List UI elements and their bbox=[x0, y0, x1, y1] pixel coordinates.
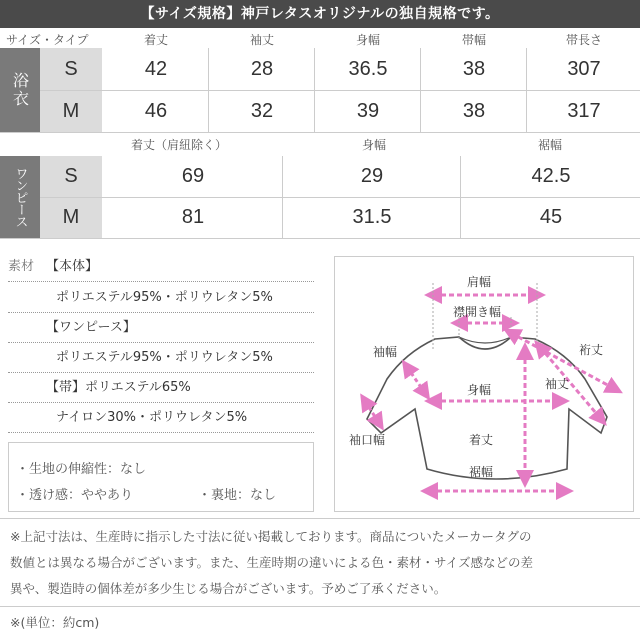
table-cell: 39 bbox=[356, 100, 380, 122]
col-divider bbox=[314, 48, 315, 132]
table-cell: 69 bbox=[181, 165, 205, 187]
dotted-divider bbox=[8, 432, 314, 433]
table-cell: 31.5 bbox=[352, 206, 392, 228]
body-width-label: 身幅 bbox=[467, 383, 492, 397]
page-title-banner: 【サイズ規格】神戸レタスオリジナルの独自規格です。 bbox=[0, 0, 640, 28]
yukata-bottom-divider bbox=[0, 132, 640, 133]
dotted-divider bbox=[8, 402, 314, 403]
dotted-divider bbox=[8, 342, 314, 343]
material-line: ポリエステル95%・ポリウレタン5% bbox=[56, 350, 273, 365]
dotted-divider bbox=[8, 312, 314, 313]
table-cell: 46 bbox=[144, 100, 168, 122]
yukata-row-divider bbox=[40, 90, 640, 91]
yukata-header-width: 身幅 bbox=[355, 33, 380, 47]
onepiece-header-width: 身幅 bbox=[361, 138, 386, 152]
table-cell: 317 bbox=[567, 100, 601, 122]
onepiece-size-s: S bbox=[64, 165, 78, 187]
size-type-header: サイズ・タイプ bbox=[6, 33, 89, 47]
col-divider bbox=[526, 48, 527, 132]
material-line: 【帯】ポリエステル65% bbox=[46, 380, 191, 395]
table-cell: 307 bbox=[567, 58, 601, 80]
onepiece-header-hem: 裾幅 bbox=[537, 138, 562, 152]
footnote-divider bbox=[0, 518, 640, 519]
neckline bbox=[459, 337, 511, 343]
table-cell: 38 bbox=[462, 100, 486, 122]
yukata-size-s: S bbox=[64, 58, 78, 80]
table-cell: 29 bbox=[360, 165, 384, 187]
yukata-side-text: 浴衣 bbox=[10, 72, 30, 108]
col-divider bbox=[282, 156, 283, 238]
col-divider bbox=[460, 156, 461, 238]
col-divider bbox=[208, 48, 209, 132]
measurement-diagram bbox=[334, 256, 634, 512]
dotted-divider bbox=[8, 372, 314, 373]
sleeve-width-label: 袖幅 bbox=[373, 345, 398, 359]
hem-label: 裾幅 bbox=[469, 465, 494, 479]
onepiece-side-label bbox=[0, 156, 40, 238]
neck-label: 襟開き幅 bbox=[453, 305, 502, 319]
table-cell: 38 bbox=[462, 58, 486, 80]
yukata-header-length: 着丈 bbox=[143, 33, 168, 47]
onepiece-header-length: 着丈（肩紐除く） bbox=[130, 138, 227, 152]
footnote-line: 異や、製造時の個体差が多少生じる場合がございます。予めご了承ください。 bbox=[10, 581, 447, 596]
table-cell: 81 bbox=[181, 206, 205, 228]
length-label: 着丈 bbox=[469, 433, 494, 447]
onepiece-side-text: ワンピース bbox=[12, 167, 28, 227]
yuki-label: 裄丈 bbox=[579, 343, 604, 357]
dotted-divider bbox=[8, 281, 314, 282]
garment-outline bbox=[367, 337, 607, 479]
unit-divider bbox=[0, 606, 640, 607]
material-line: ナイロン30%・ポリウレタン5% bbox=[56, 410, 248, 425]
yukata-size-m: M bbox=[62, 100, 80, 122]
table-cell: 42 bbox=[144, 58, 168, 80]
onepiece-bottom-divider bbox=[0, 238, 640, 239]
material-line: ポリエステル95%・ポリウレタン5% bbox=[56, 290, 273, 305]
lining-note: ・裏地：なし bbox=[198, 488, 277, 503]
table-cell: 42.5 bbox=[531, 165, 571, 187]
material-line: 【ワンピース】 bbox=[46, 320, 136, 335]
unit-note: ※(単位：約cm) bbox=[10, 615, 100, 630]
onepiece-row-divider bbox=[40, 197, 640, 198]
footnote-line: 数値とは異なる場合がございます。また、生産時期の違いによる色・素材・サイズ感などの差 bbox=[10, 555, 534, 570]
stretch-note: ・生地の伸縮性：なし bbox=[16, 462, 147, 477]
material-label: 素材 bbox=[8, 259, 35, 274]
yukata-header-obi-width: 帯幅 bbox=[461, 33, 486, 47]
yukata-header-obi-length: 帯長さ bbox=[565, 33, 602, 47]
shoulder-label: 肩幅 bbox=[467, 275, 492, 289]
material-line: 【本体】 bbox=[46, 259, 99, 274]
table-cell: 32 bbox=[250, 100, 274, 122]
table-cell: 36.5 bbox=[348, 58, 388, 80]
cuff-label: 袖口幅 bbox=[349, 433, 386, 447]
onepiece-size-m: M bbox=[62, 206, 80, 228]
sheer-note: ・透け感：ややあり bbox=[16, 488, 134, 503]
yukata-header-sleeve: 袖丈 bbox=[249, 33, 274, 47]
col-divider bbox=[420, 48, 421, 132]
yukata-side-label bbox=[0, 48, 40, 132]
table-cell: 28 bbox=[250, 58, 274, 80]
table-cell: 45 bbox=[539, 206, 563, 228]
footnote-line: ※上記寸法は、生産時に指示した寸法に従い掲載しております。商品についたメーカータグの bbox=[10, 529, 532, 544]
sleeve-length-label: 袖丈 bbox=[545, 377, 570, 391]
